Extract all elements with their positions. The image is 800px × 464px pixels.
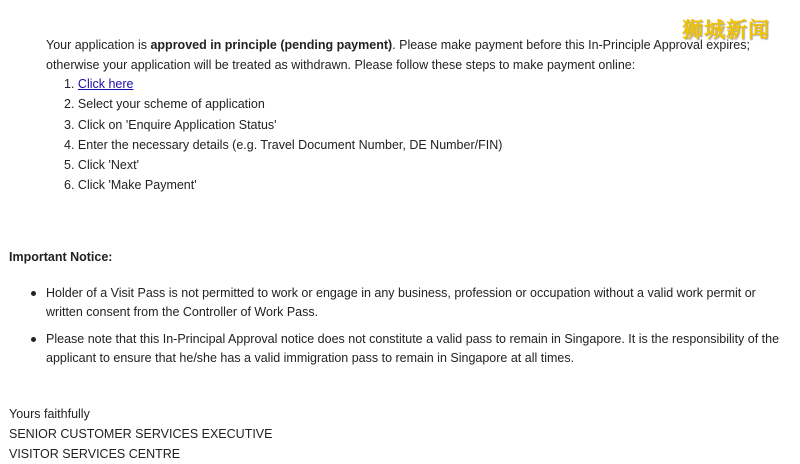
signer-department: VISITOR SERVICES CENTRE [9,447,181,461]
notice-bullet-item [46,330,786,367]
step-number: 3. [64,117,75,132]
intro-suffix: . Please make payment before this In-Principle Approval expires; otherwise your application will be treated as withdrawn. Please follow these steps to make payment online: [46,38,750,72]
step-text: Click 'Make Payment' [77,178,197,193]
step-number: 4. [64,137,75,152]
intro-paragraph [46,35,786,75]
step-number: 1. [64,77,75,91]
payment-steps-list [64,74,502,196]
step-number: 5. [64,158,75,173]
bullet-dot-icon [31,337,36,342]
step-text: Enter the necessary details (e.g. Travel Document Number, DE Number/FIN) [77,137,503,152]
approval-status: approved in principle (pending payment) [150,38,393,52]
step-text: Select your scheme of application [77,97,265,112]
step-item [64,155,502,175]
intro-prefix: Your application is [46,38,151,52]
signoff-block [9,404,272,464]
step-number: 6. [64,178,75,193]
step-text: Click on 'Enquire Application Status' [77,117,277,132]
closing-line: Yours faithfully [9,407,90,421]
step-item [64,94,502,114]
click-here-link[interactable]: Click here [77,77,134,91]
notice-bullet-text: Holder of a Visit Pass is not permitted to work or engage in any business, profession or occupation without a valid work permit or written consent from the Controller of Work Pass. [46,286,756,319]
notice-bullet-list [46,284,786,376]
notice-bullet-text: Please note that this In-Principal Approval notice does not constitute a valid pass to remain in Singapore. It is the responsibility of the applicant to ensure that he/she has a valid immigration pass to remain in Singapore at all times. [46,332,780,365]
step-number: 2. [64,97,75,112]
step-item [64,115,502,135]
step-item [64,135,502,155]
step-item [64,175,502,195]
signer-title: SENIOR CUSTOMER SERVICES EXECUTIVE [9,427,273,441]
bullet-dot-icon [31,291,36,296]
step-text: Click 'Next' [77,158,139,173]
watermark-logo: 狮城新闻 [682,18,770,42]
step-item [64,74,502,94]
notice-bullet-item [46,284,786,321]
important-notice-heading: Important Notice: [9,250,113,264]
